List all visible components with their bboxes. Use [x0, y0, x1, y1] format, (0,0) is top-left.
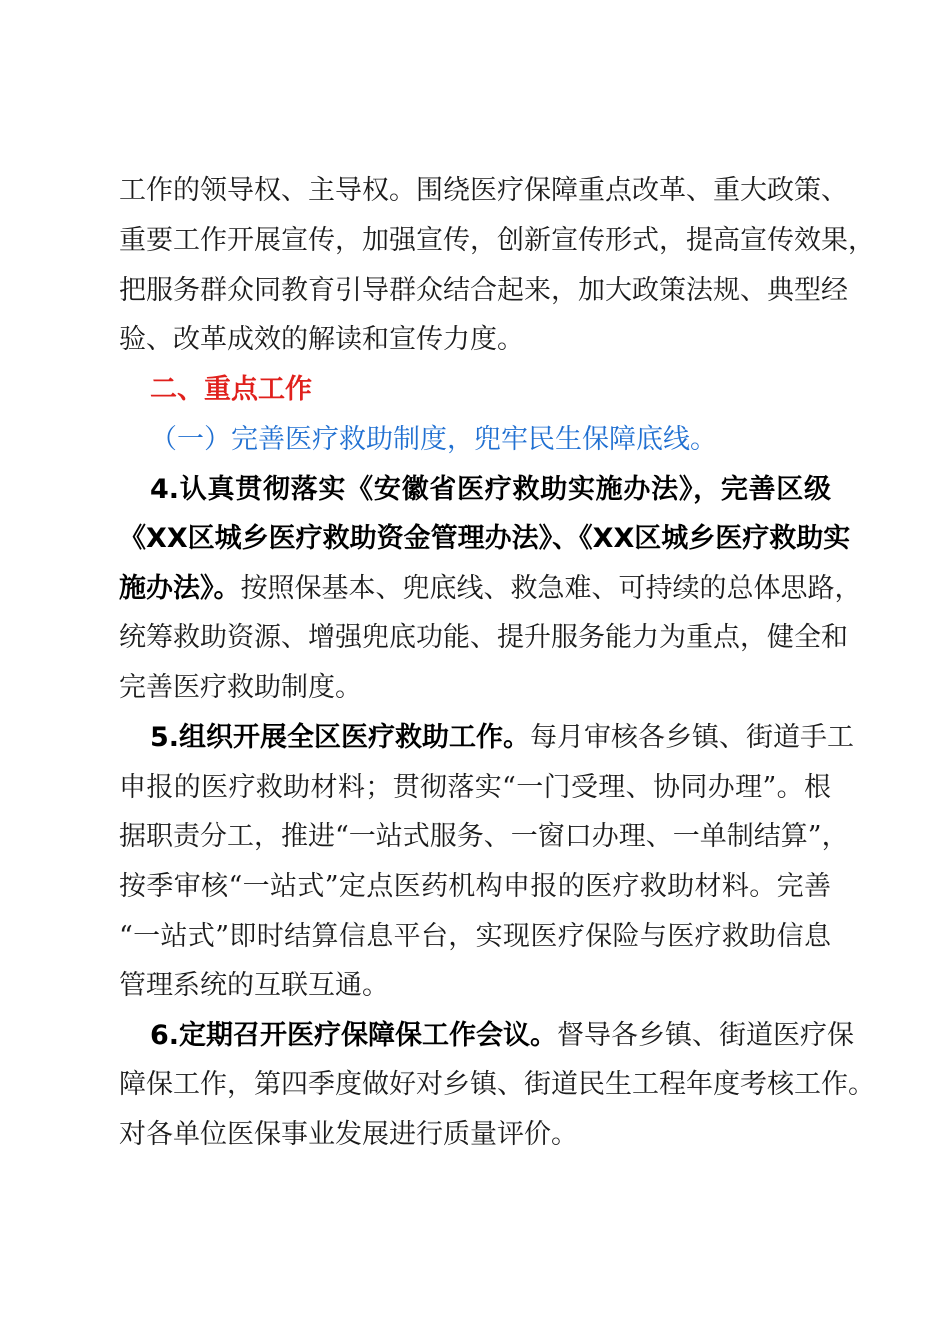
section-heading: 二、重点工作: [150, 374, 312, 405]
item-5-title: 5.组织开展全区医疗救助工作。: [150, 722, 531, 753]
item-6-title: 6.定期召开医疗保障保工作会议。: [150, 1020, 558, 1051]
paragraph-line: 按季审核“一站式”定点医药机构申报的医疗救助材料。完善: [119, 871, 831, 902]
paragraph-line: 完善医疗救助制度。: [119, 672, 362, 703]
paragraph-line: 重要工作开展宣传，加强宣传，创新宣传形式，提高宣传效果，: [119, 225, 875, 256]
item-4-body-start: 按照保基本、兜底线、救急难、可持续的总体思路，: [240, 573, 862, 604]
paragraph-line: 据职责分工，推进“一站式服务、一窗口办理、一单制结算”，: [119, 821, 849, 852]
paragraph-line: 验、改革成效的解读和宣传力度。: [119, 324, 524, 355]
paragraph-line: 统筹救助资源、增强兜底功能、提升服务能力为重点，健全和: [119, 622, 848, 653]
paragraph-line: 对各单位医保事业发展进行质量评价。: [119, 1119, 578, 1150]
paragraph-line: 工作的领导权、主导权。围绕医疗保障重点改革、重大政策、: [119, 175, 848, 206]
paragraph-line: 障保工作，第四季度做好对乡镇、街道民生工程年度考核工作。: [119, 1069, 875, 1100]
item-4-title-line: 《XX区城乡医疗救助资金管理办法》、《XX区城乡医疗救助实: [119, 523, 851, 554]
subsection-heading: （一）完善医疗救助制度，兜牢民生保障底线。: [150, 424, 717, 455]
paragraph-line: “一站式”即时结算信息平台，实现医疗保险与医疗救助信息: [119, 921, 831, 952]
item-6-first-line: [150, 1019, 855, 1053]
item-4-title-end: 施办法》。: [119, 573, 241, 604]
item-6-body-start: 督导各乡镇、街道医疗保: [557, 1020, 855, 1051]
item-4-mixed-line: [119, 572, 862, 606]
paragraph-line: 申报的医疗救助材料；贯彻落实“一门受理、协同办理”。根: [119, 772, 831, 803]
item-5-body-start: 每月审核各乡镇、街道手工: [530, 722, 855, 753]
item-5-first-line: [150, 721, 855, 755]
item-4-title-line: 4.认真贯彻落实《安徽省医疗救助实施办法》，完善区级: [150, 474, 831, 505]
paragraph-line: 把服务群众同教育引导群众结合起来，加大政策法规、典型经: [119, 275, 848, 306]
paragraph-line: 管理系统的互联互通。: [119, 970, 389, 1001]
